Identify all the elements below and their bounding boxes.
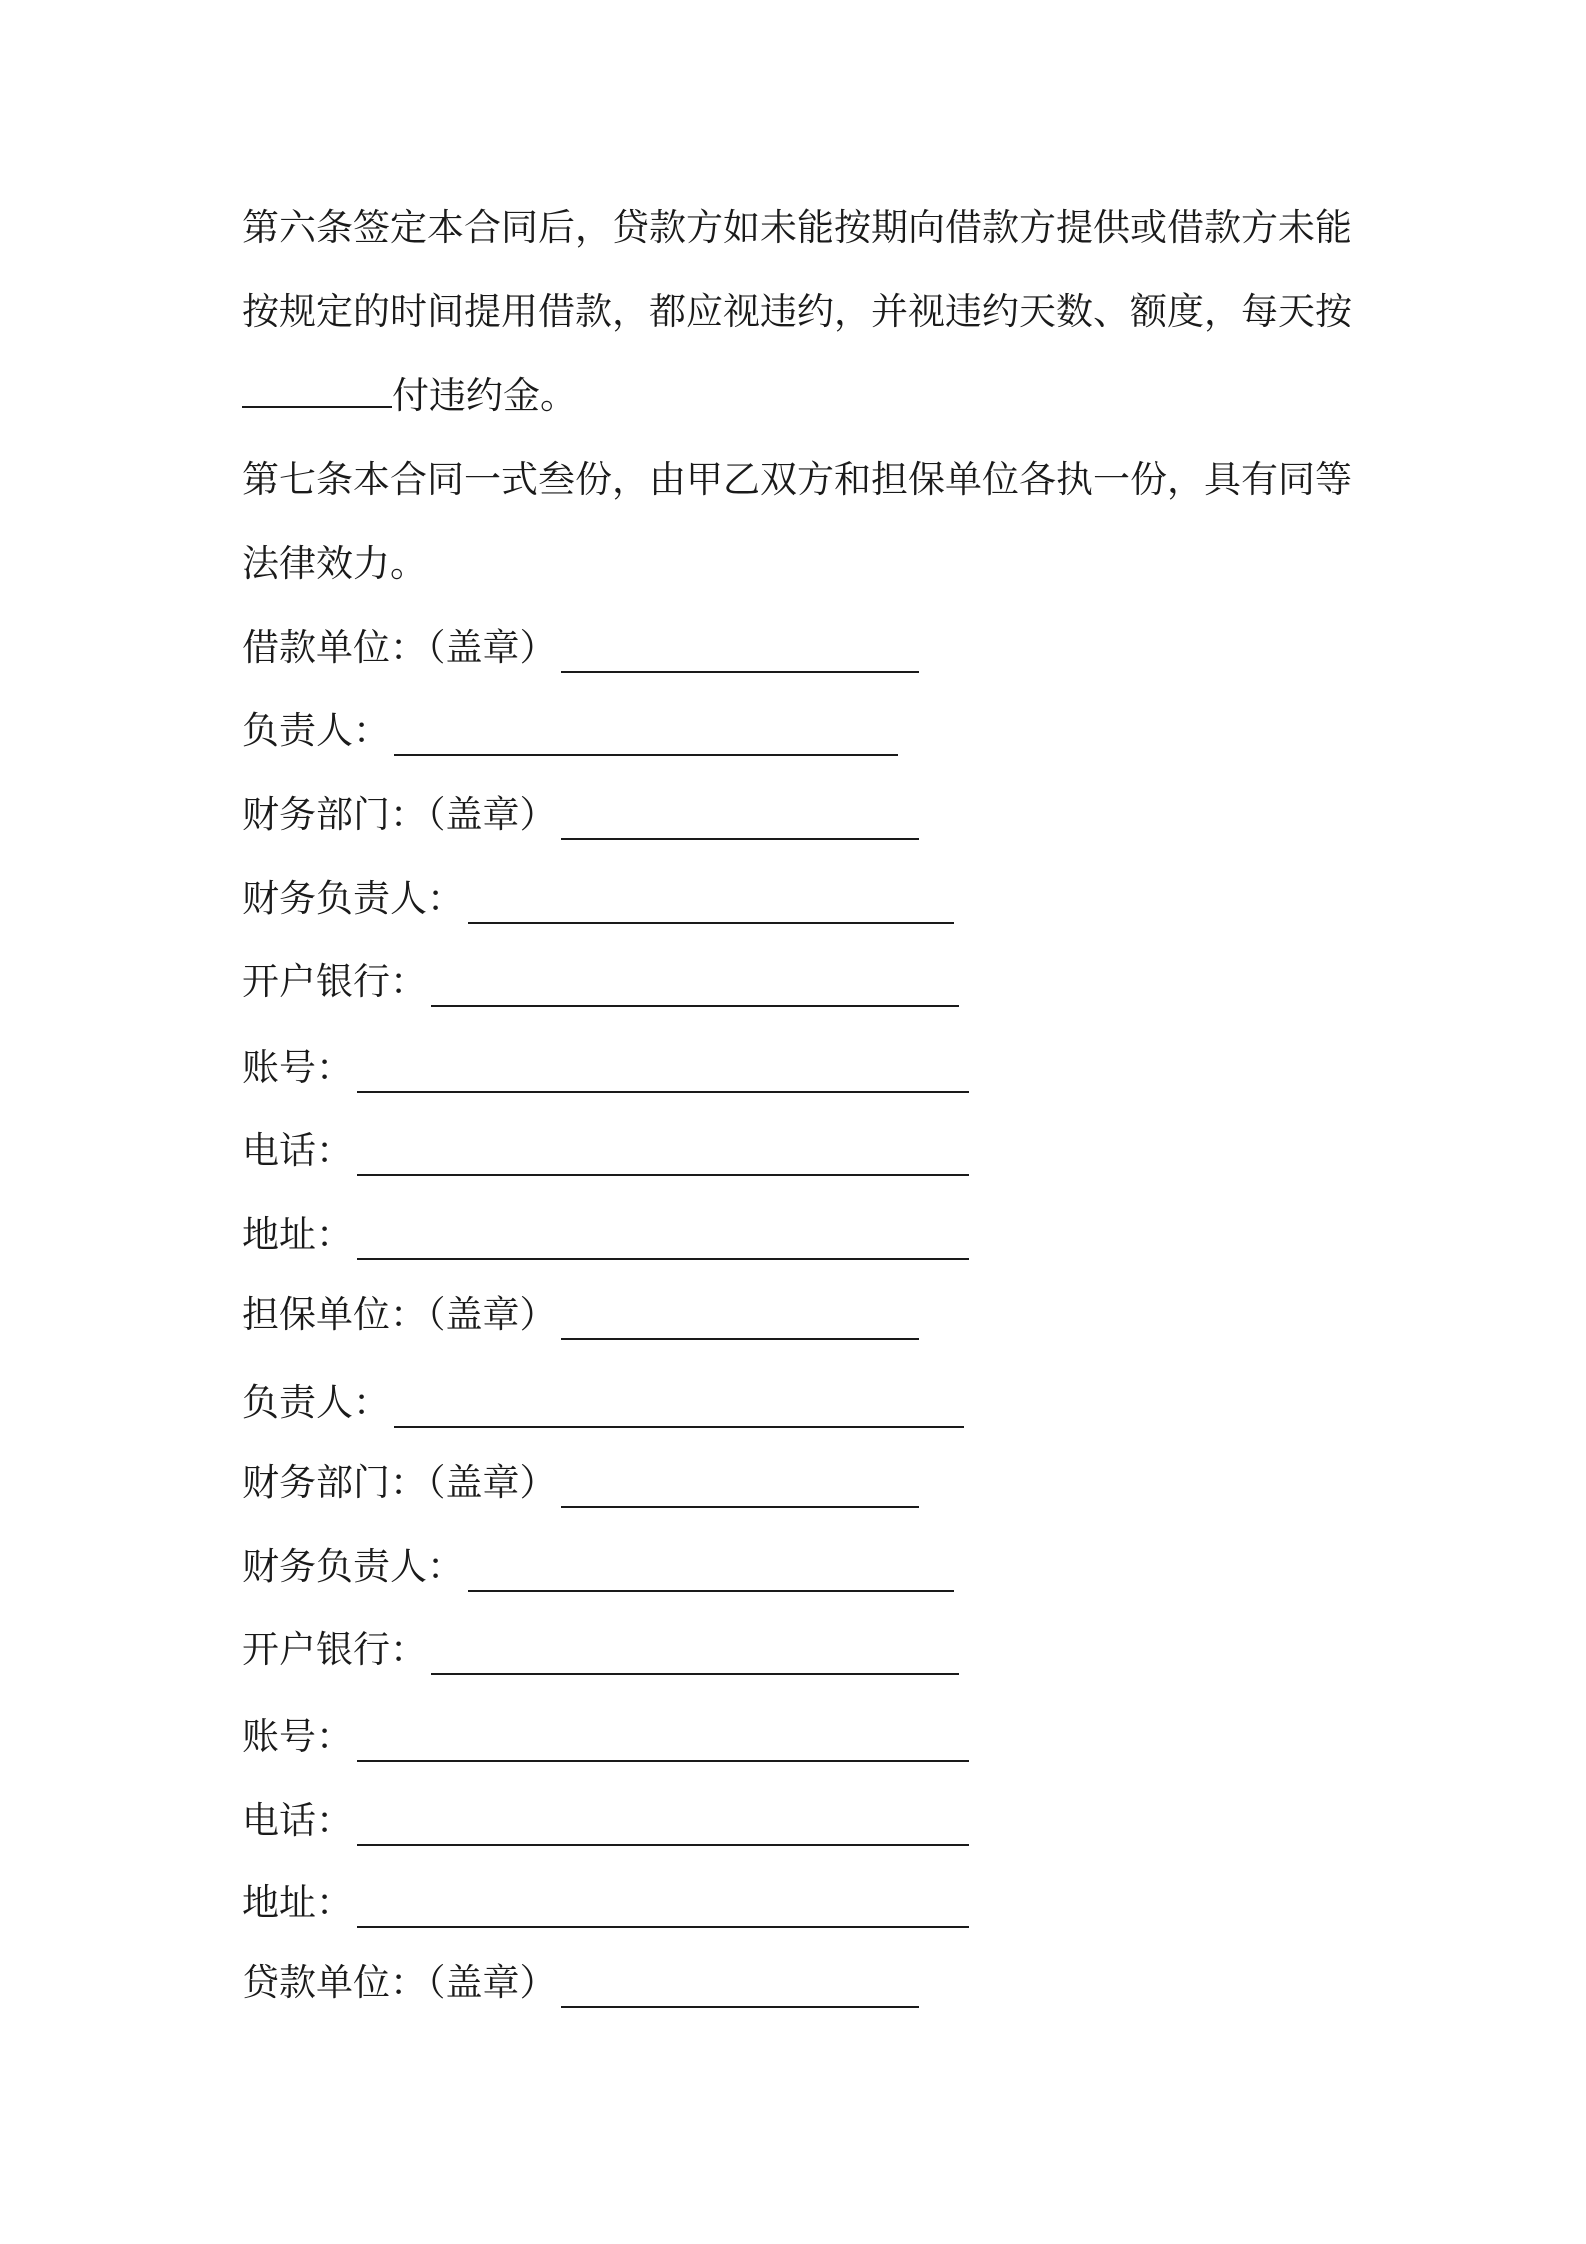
field-label: 账号：	[242, 1715, 353, 1758]
field-label: 财务负责人：	[242, 877, 464, 920]
guarantor-address-blank	[357, 1890, 969, 1928]
guarantor-account-blank	[357, 1724, 969, 1762]
borrower-unit-blank	[561, 635, 919, 673]
article-6-paragraph	[242, 186, 1362, 438]
guarantor-principal-field	[242, 1378, 964, 1428]
lender-unit-field	[242, 1958, 919, 2008]
borrower-phone-field	[242, 1126, 969, 1176]
guarantor-phone-blank	[357, 1808, 969, 1846]
lender-unit-blank	[561, 1970, 919, 2008]
guarantor-account-field	[242, 1712, 969, 1762]
guarantor-principal-blank	[394, 1390, 964, 1428]
field-label: 财务负责人：	[242, 1545, 464, 1588]
field-label: 电话：	[242, 1799, 353, 1842]
borrower-finance-head-field	[242, 874, 954, 924]
article-7-text: 第七条本合同一式叁份，由甲乙双方和担保单位各执一份，具有同等法律效力。	[242, 458, 1352, 585]
field-label: 贷款单位：（盖章）	[242, 1961, 557, 2004]
field-label: 地址：	[242, 1213, 353, 1256]
article-6-text-end: 付违约金。	[392, 374, 577, 417]
guarantor-phone-field	[242, 1796, 969, 1846]
article-7-paragraph	[242, 438, 1362, 606]
field-label: 地址：	[242, 1881, 353, 1924]
guarantor-bank-field	[242, 1625, 959, 1675]
borrower-finance-dept-blank	[561, 802, 919, 840]
borrower-bank-blank	[431, 969, 959, 1007]
guarantor-finance-dept-field	[242, 1458, 919, 1508]
field-label: 开户银行：	[242, 1628, 427, 1671]
borrower-address-field	[242, 1210, 969, 1260]
borrower-principal-blank	[394, 718, 898, 756]
field-label: 财务部门：（盖章）	[242, 793, 557, 836]
article-6-text: 第六条签定本合同后，贷款方如未能按期向借款方提供或借款方未能按规定的时间提用借款，都应视违约，并视违约天数、额度，每天按	[242, 206, 1352, 333]
guarantor-unit-field	[242, 1290, 919, 1340]
guarantor-address-field	[242, 1878, 969, 1928]
borrower-bank-field	[242, 957, 959, 1007]
guarantor-unit-blank	[561, 1302, 919, 1340]
penalty-rate-blank	[242, 376, 392, 408]
borrower-phone-blank	[357, 1138, 969, 1176]
guarantor-finance-head-field	[242, 1542, 954, 1592]
guarantor-bank-blank	[431, 1637, 959, 1675]
field-label: 负责人：	[242, 709, 390, 752]
field-label: 借款单位：（盖章）	[242, 626, 557, 669]
field-label: 开户银行：	[242, 960, 427, 1003]
borrower-principal-field	[242, 706, 898, 756]
field-label: 负责人：	[242, 1381, 390, 1424]
guarantor-finance-dept-blank	[561, 1470, 919, 1508]
borrower-account-field	[242, 1043, 969, 1093]
borrower-address-blank	[357, 1222, 969, 1260]
field-label: 财务部门：（盖章）	[242, 1461, 557, 1504]
borrower-account-blank	[357, 1055, 969, 1093]
field-label: 电话：	[242, 1129, 353, 1172]
field-label: 担保单位：（盖章）	[242, 1293, 557, 1336]
borrower-unit-field	[242, 623, 919, 673]
borrower-finance-head-blank	[468, 886, 954, 924]
borrower-finance-dept-field	[242, 790, 919, 840]
field-label: 账号：	[242, 1046, 353, 1089]
guarantor-finance-head-blank	[468, 1554, 954, 1592]
